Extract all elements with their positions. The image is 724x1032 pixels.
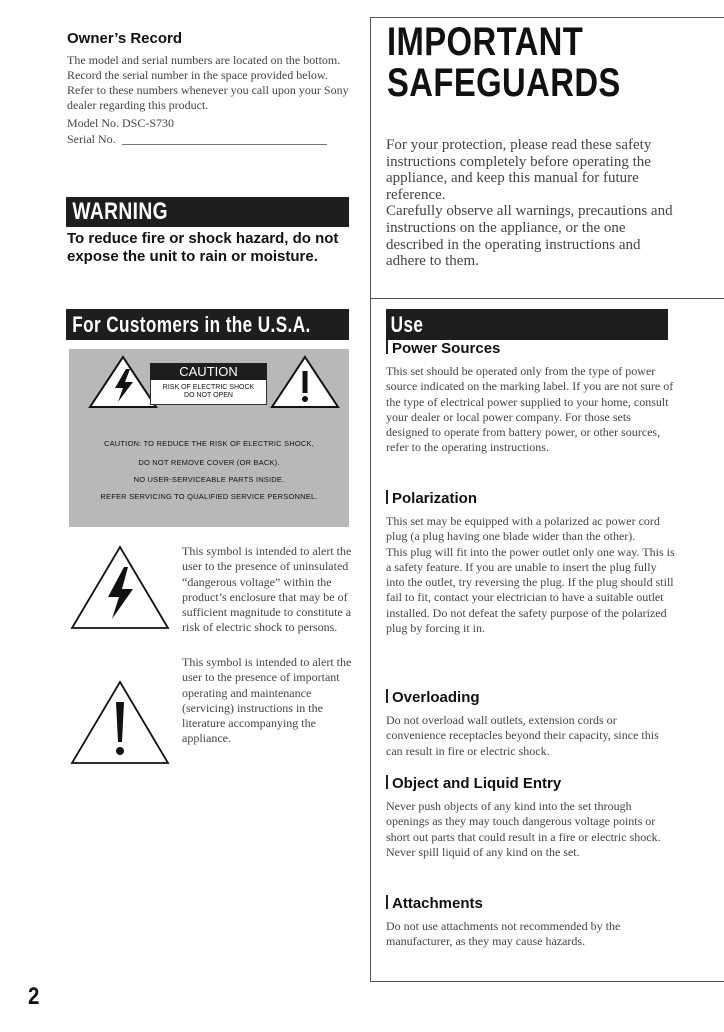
section-title: Object and Liquid Entry bbox=[392, 775, 562, 792]
section-title: Overloading bbox=[392, 689, 480, 706]
section-heading bbox=[386, 775, 676, 793]
owner-record-title: Owner’s Record bbox=[67, 30, 183, 47]
caution-text-line: DO NOT REMOVE COVER (OR BACK). bbox=[138, 458, 280, 467]
warning-text: To reduce fire or shock hazard, do not expose the unit to rain or moisture. bbox=[67, 230, 339, 265]
owner-record-section bbox=[67, 30, 357, 147]
caution-do-not-open-line: DO NOT OPEN bbox=[184, 392, 233, 399]
serial-number-row bbox=[67, 131, 357, 147]
usa-bar-label: For Customers in the U.S.A. bbox=[72, 312, 311, 337]
use-bar-label: Use bbox=[390, 312, 424, 337]
section-body: This set should be operated only from the type of power source indicated on the marking label. If you are not sure of the type of electrical power supplied to your home, consult your dealer or local power company. For those sets designed to operate from battery power, or other sources, refer to the operating instructions. bbox=[386, 364, 674, 455]
serial-number-blank bbox=[122, 144, 327, 145]
caution-text-line: REFER SERVICING TO QUALIFIED SERVICE PERSONNEL. bbox=[100, 492, 318, 501]
exclamation-symbol-text: This symbol is intended to alert the user to the presence of important operating and maintenance (servicing) instructions in the literature accompanying the appliance. bbox=[182, 655, 352, 746]
section-marker-icon bbox=[386, 689, 388, 703]
caution-title: CAUTION bbox=[150, 363, 267, 380]
section-marker-icon bbox=[386, 340, 388, 354]
section-body: This set may be equipped with a polarized ac power cord plug (a plug having one blade wider than the other). bbox=[386, 514, 660, 544]
right-column-middle-rule bbox=[370, 298, 724, 299]
section-object-liquid-entry bbox=[386, 775, 676, 860]
section-heading bbox=[386, 689, 676, 707]
section-marker-icon bbox=[386, 895, 388, 909]
section-heading bbox=[386, 340, 676, 358]
section-heading bbox=[386, 895, 676, 913]
section-heading bbox=[386, 490, 676, 508]
serial-number-label: Serial No. bbox=[67, 132, 116, 146]
owner-record-body: The model and serial numbers are located on the bottom. Record the serial number in the space provided below. Refer to these numbers whenever you call upon your Sony dealer regarding this product. bbox=[67, 53, 349, 112]
lightning-symbol-icon bbox=[70, 545, 170, 630]
section-body: Do not overload wall outlets, extension cords or convenience receptacles beyond their capacity, since this can result in fire or electric shock. bbox=[386, 713, 659, 758]
warning-bar-label: WARNING bbox=[72, 198, 168, 225]
page-number: 2 bbox=[28, 983, 40, 1010]
caution-text-line: NO USER-SERVICEABLE PARTS INSIDE. bbox=[133, 475, 285, 484]
caution-text-line: CAUTION: TO REDUCE THE RISK OF ELECTRIC SHOCK, bbox=[103, 439, 315, 448]
safeguards-intro-p2: Carefully observe all warnings, precautions and instructions on the appliance, or the one described in the operating instructions and adhere to them. bbox=[386, 203, 673, 270]
section-attachments bbox=[386, 895, 676, 950]
important-safeguards-title bbox=[387, 22, 658, 104]
section-title: Power Sources bbox=[392, 340, 501, 357]
section-polarization bbox=[386, 490, 676, 636]
section-power-sources bbox=[386, 340, 676, 456]
right-column-top-rule bbox=[370, 17, 724, 18]
safeguards-intro-p1: For your protection, please read these safety instructions completely before operating the appliance, and keep this manual for future reference. bbox=[386, 137, 652, 203]
caution-risk-line: RISK OF ELECTRIC SHOCK bbox=[162, 384, 255, 391]
section-body: Do not use attachments not recommended by the manufacturer, as they may cause hazards. bbox=[386, 919, 621, 949]
use-bar bbox=[386, 309, 668, 340]
usa-bar bbox=[66, 309, 349, 340]
title-line-2: SAFEGUARDS bbox=[387, 61, 621, 105]
warning-bar bbox=[66, 197, 349, 227]
section-title: Attachments bbox=[392, 895, 483, 912]
safeguards-intro bbox=[386, 137, 676, 270]
title-line-1: IMPORTANT bbox=[387, 20, 584, 64]
section-title: Polarization bbox=[392, 490, 478, 507]
section-body-2: This plug will fit into the power outlet only one way. This is a safety feature. If you are unable to insert the plug fully into the outlet, try reversing the plug. If the plug should still fail to fit, contact your electrician to have a suitable outlet installed. Do not defeat the safety purpose of the polarized plug by forcing it in. bbox=[386, 544, 675, 636]
exclamation-warning-icon bbox=[270, 355, 340, 410]
section-marker-icon bbox=[386, 775, 388, 789]
section-overloading bbox=[386, 689, 676, 759]
right-column-bottom-rule bbox=[370, 981, 724, 982]
exclamation-symbol-icon bbox=[70, 680, 170, 765]
lightning-warning-icon bbox=[88, 355, 158, 410]
section-marker-icon bbox=[386, 490, 388, 504]
section-body: Never push objects of any kind into the set through openings as they may touch dangerous voltage points or short out parts that could result in a fire or electric shock. Never spill liquid of any kind on the set. bbox=[386, 799, 661, 859]
lightning-symbol-text: This symbol is intended to alert the user to the presence of uninsulated “dangerous voltage” within the product’s enclosure that may be of sufficient magnitude to constitute a risk of electric shock to persons. bbox=[182, 544, 352, 635]
model-number: Model No. DSC-S730 bbox=[67, 116, 175, 130]
